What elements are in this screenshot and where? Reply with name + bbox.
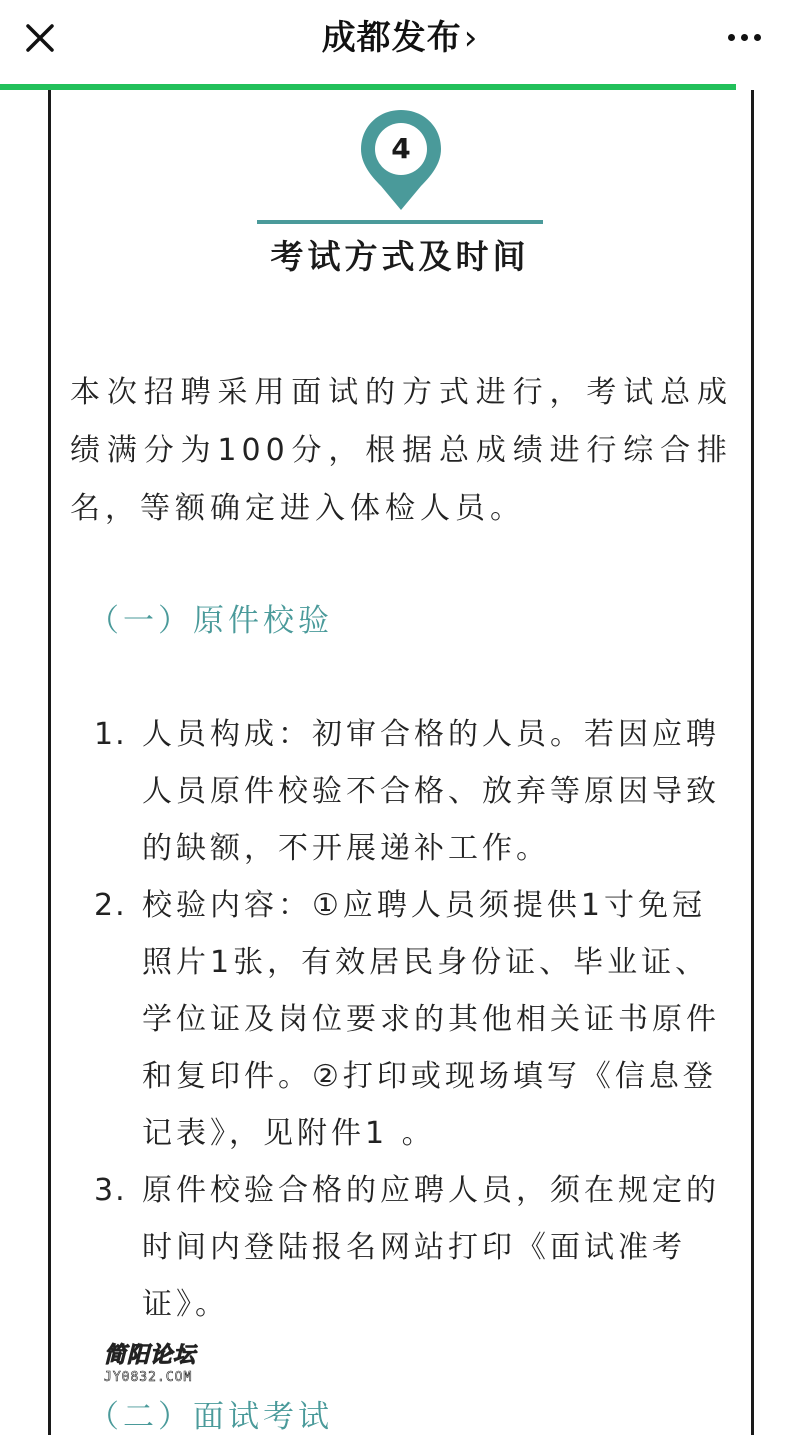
- more-button[interactable]: [728, 22, 772, 52]
- account-title[interactable]: 成都发布: [321, 18, 462, 58]
- top-navigation-bar: [0, 0, 800, 84]
- list-item: [94, 706, 734, 877]
- list-item-number: 2.: [94, 888, 127, 923]
- list-item: [94, 1162, 734, 1333]
- forum-watermark: [104, 1342, 214, 1386]
- requirements-list: [94, 706, 734, 1333]
- intro-paragraph: 本次招聘采用面试的方式进行，考试总成绩满分为100分，根据总成绩进行综合排名，等额确定进入体检人员。: [70, 375, 732, 526]
- more-dot: [741, 34, 748, 41]
- list-item-number: 3.: [94, 1173, 127, 1208]
- section-divider: [257, 220, 543, 224]
- watermark-cn: 简阳论坛: [104, 1343, 197, 1368]
- list-item-text: 校验内容：①应聘人员须提供1寸免冠照片1张，有效居民身份证、毕业证、学位证及岗位要求的其他相关证书原件和复印件。②打印或现场填写《信息登记表》，见附件1 。: [142, 888, 720, 1151]
- list-item-text: 人员构成：初审合格的人员。若因应聘人员原件校验不合格、放弃等原因导致的缺额，不开展递补工作。: [142, 717, 720, 866]
- subsection-heading-1: （一）原件校验: [88, 603, 333, 639]
- chevron-right-icon[interactable]: ›: [463, 18, 479, 58]
- more-dot: [754, 34, 761, 41]
- list-item-number: 1.: [94, 717, 127, 752]
- account-title-link[interactable]: [0, 14, 800, 62]
- list-item-text: 原件校验合格的应聘人员，须在规定的时间内登陆报名网站打印《面试准考证》。: [142, 1173, 720, 1322]
- subsection-heading-2: （二）面试考试: [88, 1399, 333, 1435]
- list-item: [94, 877, 734, 1162]
- section-number: 4: [391, 132, 411, 165]
- more-dots-icon[interactable]: [728, 34, 735, 41]
- section-title: 考试方式及时间: [270, 237, 530, 276]
- watermark-en: JY0832.COM: [104, 1370, 193, 1385]
